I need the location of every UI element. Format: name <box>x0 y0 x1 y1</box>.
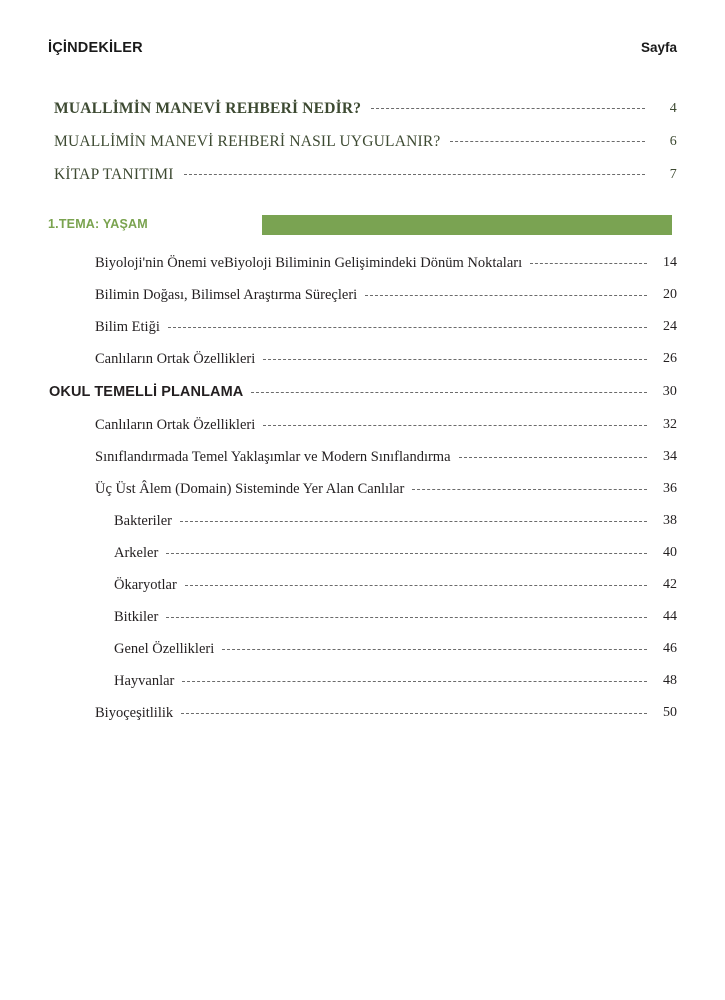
toc-entry[interactable] <box>48 665 677 697</box>
toc-entry-page: 38 <box>663 513 677 528</box>
toc-entry-page: 7 <box>669 166 677 182</box>
toc-entry[interactable] <box>48 441 677 473</box>
toc-entry-label: Genel Özellikleri <box>114 640 215 657</box>
leader-dashes <box>365 295 647 296</box>
toc-entry-label: Canlıların Ortak Özellikleri <box>95 350 256 367</box>
leader-dashes <box>263 359 647 360</box>
toc-entry-page: 6 <box>669 133 677 149</box>
page-title: İÇİNDEKİLER <box>48 40 143 56</box>
page-column-header: Sayfa <box>640 40 677 55</box>
toc-entry-label: MUALLİMİN MANEVİ REHBERİ NASIL UYGULANIR? <box>54 132 441 150</box>
leader-dashes <box>222 649 647 650</box>
toc-entry-page: 14 <box>663 255 677 270</box>
leader-dashes <box>185 585 647 586</box>
leader-dashes <box>251 392 647 393</box>
theme-banner <box>48 215 677 237</box>
leader-dashes <box>181 713 647 714</box>
toc-entry[interactable] <box>48 343 677 375</box>
toc-entry-label: Hayvanlar <box>114 672 175 689</box>
leader-dashes <box>412 489 647 490</box>
toc-entry[interactable] <box>48 279 677 311</box>
toc-entry[interactable] <box>48 633 677 665</box>
toc-entry-label: Canlıların Ortak Özellikleri <box>95 416 256 433</box>
toc-entry-label: Bitkiler <box>114 608 159 625</box>
toc-entry-page: 4 <box>669 100 677 116</box>
toc-entry-label: Biyoloji'nin Önemi veBiyoloji Biliminin Gelişimindeki Dönüm Noktaları <box>95 254 523 271</box>
toc-entry-label: MUALLİMİN MANEVİ REHBERİ NEDİR? <box>54 99 362 117</box>
toc-entry-page: 46 <box>663 641 677 656</box>
leader-dashes <box>166 617 647 618</box>
toc-entry-label: Ökaryotlar <box>114 576 177 593</box>
toc-entry[interactable] <box>48 125 677 158</box>
toc-entry[interactable] <box>48 409 677 441</box>
leader-dashes <box>530 263 647 264</box>
leader-dashes <box>180 521 647 522</box>
theme-bar <box>262 215 672 235</box>
toc-entry-label: KİTAP TANITIMI <box>54 165 174 183</box>
toc-entry-label: Bilim Etiği <box>95 318 160 335</box>
theme-label: 1.TEMA: YAŞAM <box>48 217 148 231</box>
toc-entry-label: Biyoçeşitlilik <box>95 704 174 721</box>
toc-entry[interactable] <box>48 537 677 569</box>
leader-dashes <box>450 141 645 142</box>
page-header <box>48 40 677 56</box>
toc-entry[interactable] <box>48 92 677 125</box>
toc-entry[interactable] <box>48 158 677 191</box>
toc-entry-page: 24 <box>663 319 677 334</box>
toc-entry-page: 34 <box>663 449 677 464</box>
toc-entry-page: 32 <box>663 417 677 432</box>
leader-dashes <box>459 457 647 458</box>
toc-entry-page: 40 <box>663 545 677 560</box>
toc-entry-page: 30 <box>662 384 677 399</box>
toc-entry-page: 20 <box>663 287 677 302</box>
toc-entry-label: Bilimin Doğası, Bilimsel Araştırma Süreçleri <box>95 286 358 303</box>
leader-dashes <box>182 681 647 682</box>
toc-entry-page: 44 <box>663 609 677 624</box>
leader-dashes <box>263 425 647 426</box>
toc-entry-label: Bakteriler <box>114 512 172 529</box>
toc-entry[interactable] <box>48 505 677 537</box>
leader-dashes <box>166 553 647 554</box>
toc-entry-label: Arkeler <box>114 544 159 561</box>
toc-entry[interactable] <box>48 311 677 343</box>
table-of-contents <box>48 92 677 729</box>
toc-entry-page: 48 <box>663 673 677 688</box>
toc-entry[interactable] <box>48 569 677 601</box>
toc-entry-page: 42 <box>663 577 677 592</box>
leader-dashes <box>371 108 645 109</box>
toc-entry-page: 50 <box>663 705 677 720</box>
toc-entry[interactable] <box>48 697 677 729</box>
toc-entry-page: 26 <box>663 351 677 366</box>
leader-dashes <box>168 327 647 328</box>
toc-entry[interactable] <box>48 375 677 409</box>
toc-entry-page: 36 <box>663 481 677 496</box>
toc-entry-label: Sınıflandırmada Temel Yaklaşımlar ve Modern Sınıflandırma <box>95 448 451 465</box>
toc-entry-label: Üç Üst Âlem (Domain) Sisteminde Yer Alan Canlılar <box>95 480 405 497</box>
toc-entry[interactable] <box>48 601 677 633</box>
toc-entry[interactable] <box>48 247 677 279</box>
leader-dashes <box>184 174 645 175</box>
toc-entry[interactable] <box>48 473 677 505</box>
toc-entry-label: OKUL TEMELLİ PLANLAMA <box>49 384 244 400</box>
